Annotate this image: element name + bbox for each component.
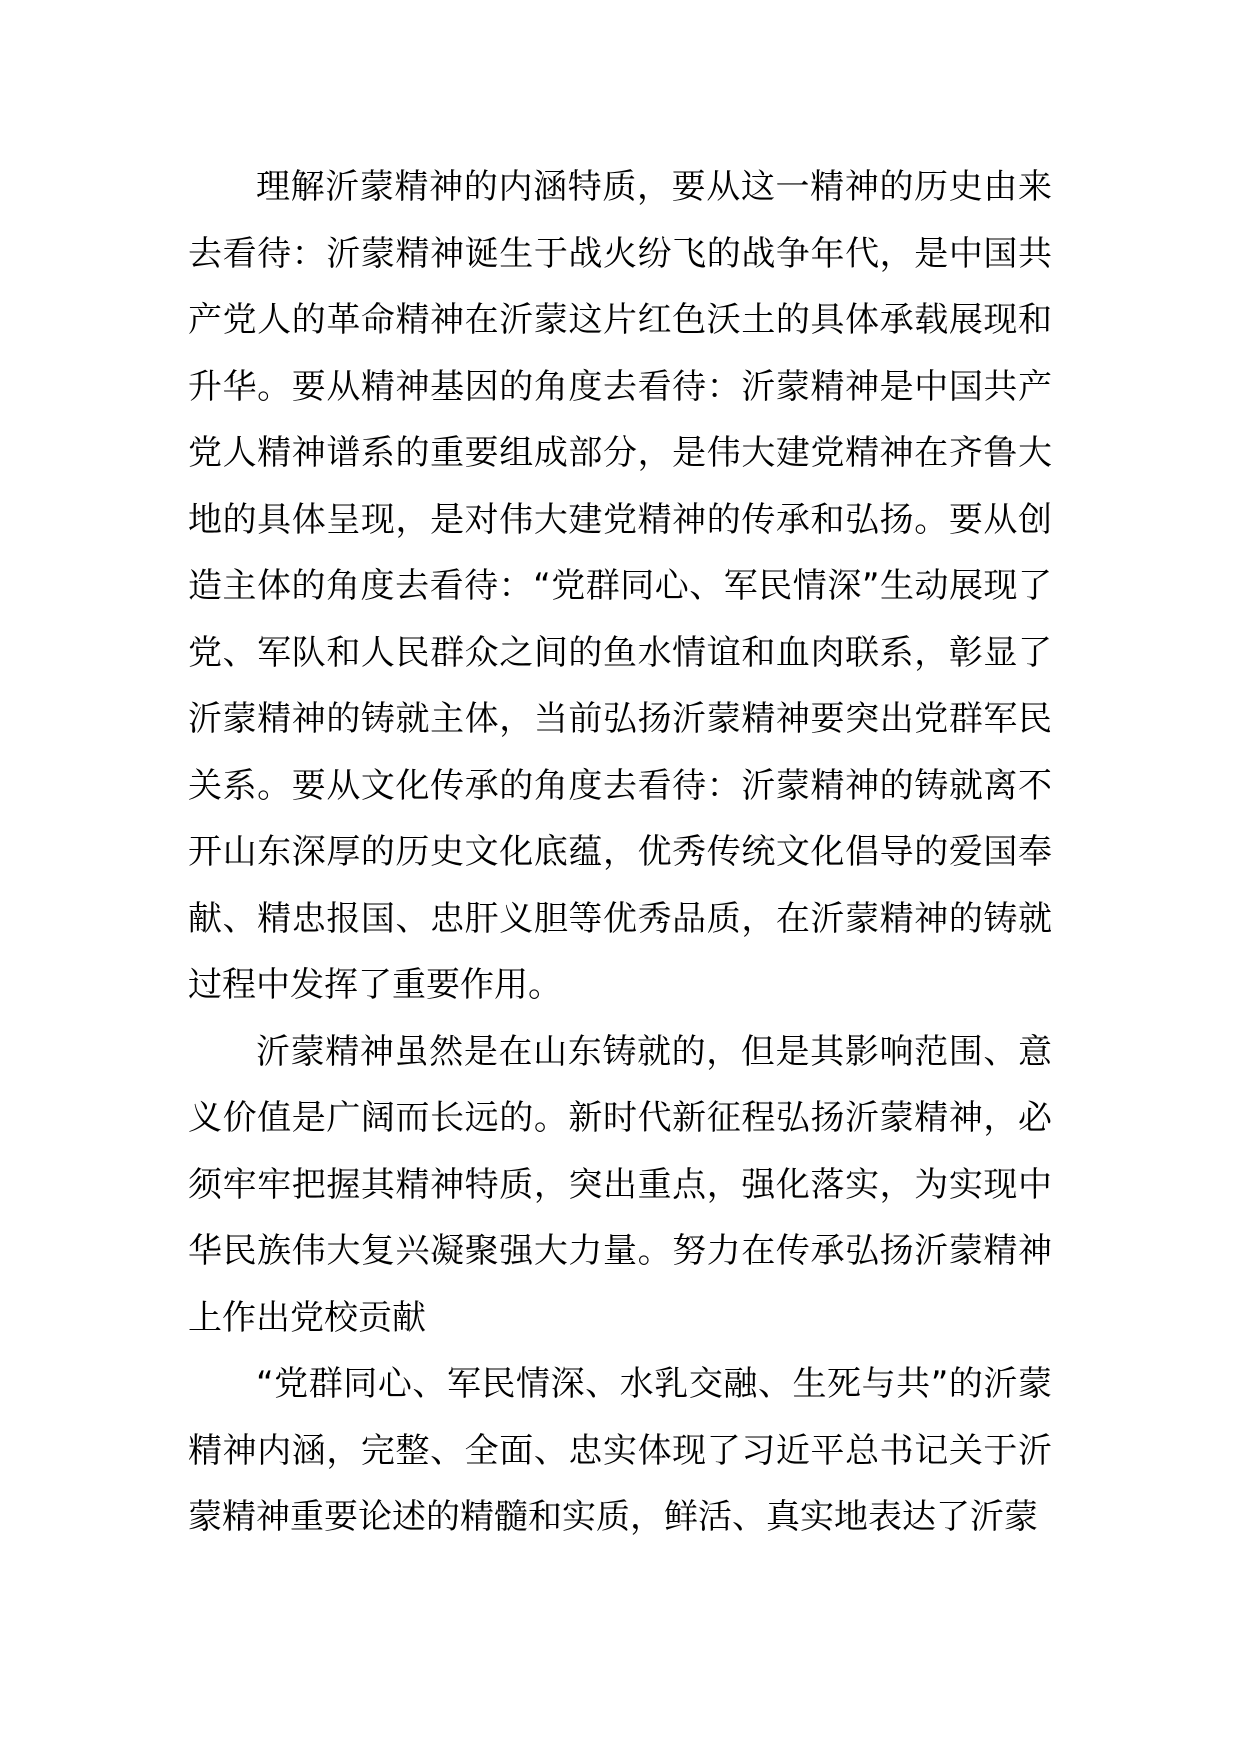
paragraph-2: 沂蒙精神虽然是在山东铸就的，但是其影响范围、意义价值是广阔而长远的。新时代新征程弘扬沂蒙精神，必须牢牢把握其精神特质，突出重点，强化落实，为实现中华民族伟大复兴凝聚强大力量。努力在传承弘扬沂蒙精神上作出党校贡献 — [188, 1031, 1052, 1338]
paragraph-1: 理解沂蒙精神的内涵特质，要从这一精神的历史由来去看待：沂蒙精神诞生于战火纷飞的战争年代，是中国共产党人的革命精神在沂蒙这片红色沃土的具体承载展现和升华。要从精神基因的角度去看待：沂蒙精神是中国共产党人精神谱系的重要组成部分，是伟大建党精神在齐鲁大地的具体呈现，是对伟大建党精神的传承和弘扬。要从创造主体的角度去看待：“党群同心、军民情深”生动展现了党、军队和人民群众之间的鱼水情谊和血肉联系，彰显了沂蒙精神的铸就主体，当前弘扬沂蒙精神要突出党群军民关系。要从文化传承的角度去看待：沂蒙精神的铸就离不开山东深厚的历史文化底蕴，优秀传统文化倡导的爱国奉献、精忠报国、忠肝义胆等优秀品质，在沂蒙精神的铸就过程中发挥了重要作用。 — [188, 167, 1052, 1005]
document-body — [188, 154, 1052, 1551]
paragraph-3: “党群同心、军民情深、水乳交融、生死与共”的沂蒙精神内涵，完整、全面、忠实体现了习近平总书记关于沂蒙精神重要论述的精髓和实质，鲜活、真实地表达了沂蒙 — [188, 1364, 1052, 1537]
